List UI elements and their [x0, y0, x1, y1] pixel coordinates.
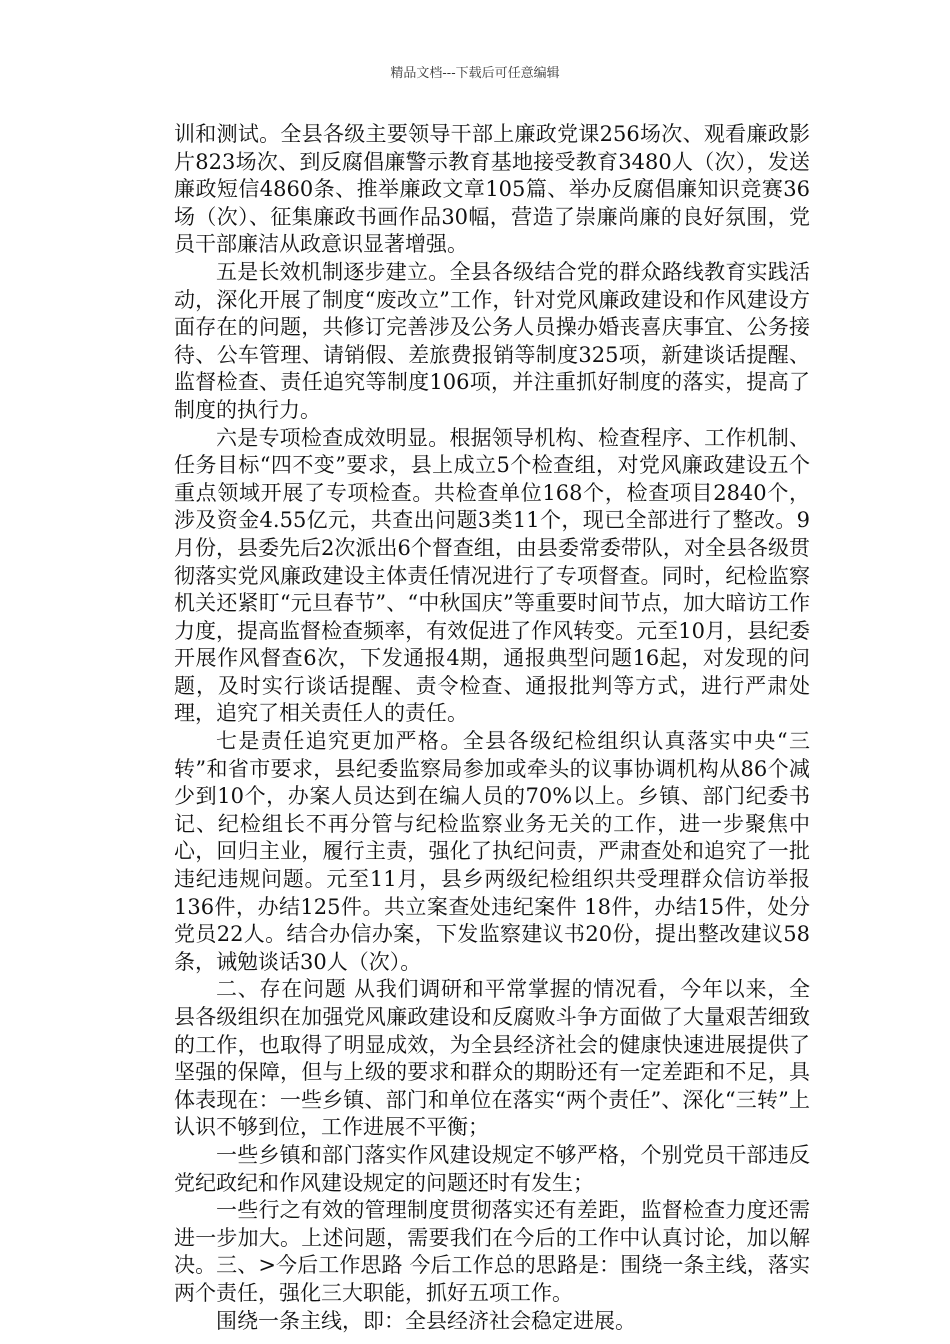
paragraph: 七是责任追究更加严格。全县各级纪检组织认真落实中央“三转”和省市要求，县纪委监察局参加或牵头的议事协调机构从86个减少到10个，办案人员达到在编人员的70%以上。乡镇、部门纪委书记、纪检组长不再分管与纪检监察业务无关的工作，进一步聚焦中心，回归主业，履行主责，强化了执纪问责，严肃查处和追究了一批违纪违规问题。元至11月，县乡两级纪检组织共受理群众信访举报136件，办结125件。共立案查处违纪案件 18件，办结15件，处分党员22人。结合办信办案，下发监察建议书20份，提出整改建议58条，诫勉谈话30人（次）。: [174, 729, 810, 974]
paragraph: 一些乡镇和部门落实作风建设规定不够严格，个别党员干部违反党纪政纪和作风建设规定的问题还时有发生；: [174, 1142, 810, 1195]
paragraph: 训和测试。全县各级主要领导干部上廉政党课256场次、观看廉政影片823场次、到反腐倡廉警示教育基地接受教育3480人（次），发送廉政短信4860条、推举廉政文章105篇、举办反腐倡廉知识竞赛36场（次）、征集廉政书画作品30幅，营造了崇廉尚廉的良好氛围，党员干部廉洁从政意识显著增强。: [174, 122, 810, 257]
page-header: 精品文档---下载后可任意编辑: [390, 66, 560, 81]
paragraph: 五是长效机制逐步建立。全县各级结合党的群众路线教育实践活动，深化开展了制度“废改立”工作，针对党风廉政建设和作风建设方面存在的问题，共修订完善涉及公务人员操办婚丧喜庆事宜、公务接待、公车管理、请销假、差旅费报销等制度325项，新建谈话提醒、监督检查、责任追究等制度106项，并注重抓好制度的落实，提高了制度的执行力。: [174, 259, 810, 422]
paragraph: 六是专项检查成效明显。根据领导机构、检查程序、工作机制、任务目标“四不变”要求，县上成立5个检查组，对党风廉政建设五个重点领域开展了专项检查。共检查单位168个，检查项目2840个，涉及资金4.55亿元，共查出问题3类11个，现已全部进行了整改。9月份，县委先后2次派出6个督查组，由县委常委带队，对全县各级贯彻落实党风廉政建设主体责任情况进行了专项督查。同时，纪检监察机关还紧盯“元旦春节”、“中秋国庆”等重要时间节点，加大暗访工作力度，提高监督检查频率，有效促进了作风转变。元至10月，县纪委开展作风督查6次，下发通报4期，通报典型问题16起，对发现的问题，及时实行谈话提醒、责令检查、通报批判等方式，进行严肃处理，追究了相关责任人的责任。: [174, 425, 810, 726]
document-body: [174, 121, 810, 1335]
section-paragraph: 二、存在问题 从我们调研和平常掌握的情况看，今年以来，全县各级组织在加强党风廉政建设和反腐败斗争方面做了大量艰苦细致的工作，也取得了明显成效，为全县经济社会的健康快速进展提供了坚强的保障，但与上级的要求和群众的期盼还有一定差距和不足，具体表现在：一些乡镇、部门和单位在落实“两个责任”、深化“三转”上认识不够到位，工作进展不平衡；: [174, 977, 810, 1140]
paragraph: 围绕一条主线，即：全县经济社会稳定进展。: [216, 1308, 636, 1333]
paragraph: 一些行之有效的管理制度贯彻落实还有差距，监督检查力度还需进一步加大。上述问题，需要我们在今后的工作中认真讨论，加以解决。三、>今后工作思路 今后工作总的思路是：围绕一条主线，落实两个责任，强化三大职能，抓好五项工作。: [174, 1198, 810, 1305]
